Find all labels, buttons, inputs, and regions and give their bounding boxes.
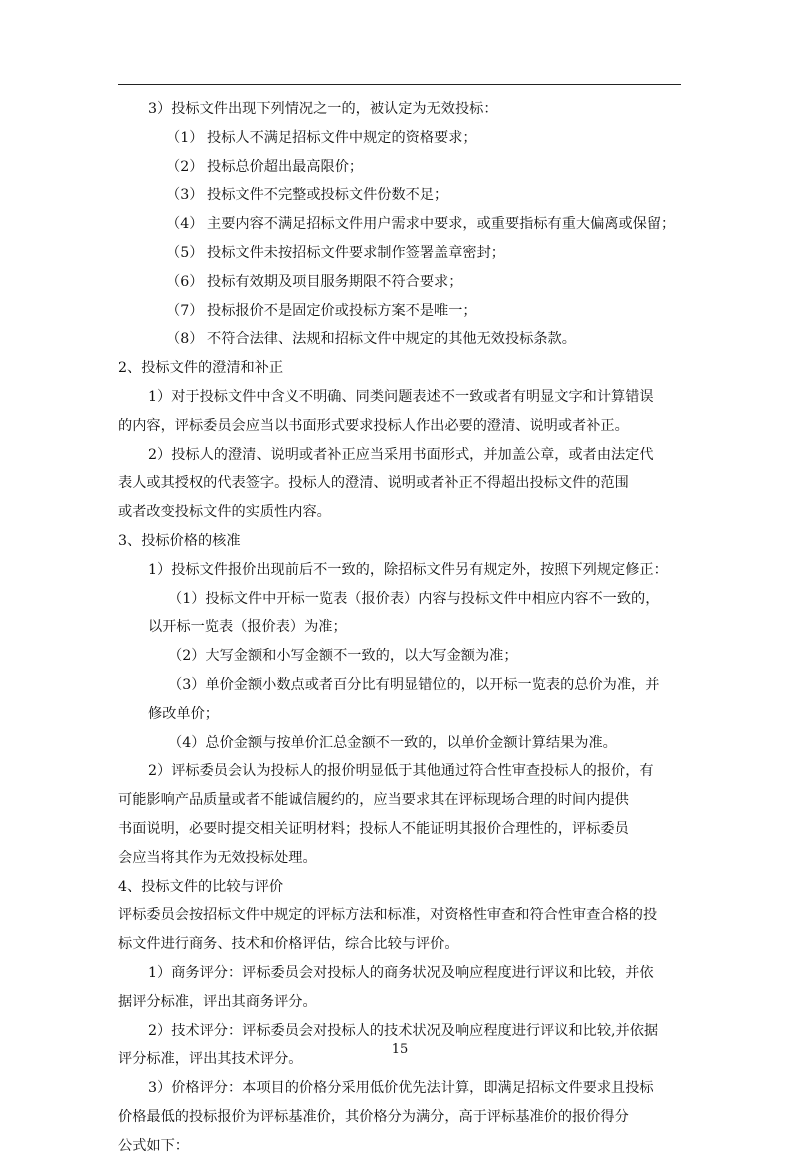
list-item: （2） 投标总价超出最高限价；	[166, 158, 364, 175]
price-para-1: 1）投标文件报价出现前后不一致的，除招标文件另有规定外，按照下列规定修正：	[148, 561, 668, 578]
header-rule	[118, 84, 681, 85]
section-heading-price-verification: 3、投标价格的核准	[118, 532, 241, 549]
price-rule-1-line-1: （1）投标文件中开标一览表（报价表）内容与投标文件中相应内容不一致的，	[168, 590, 660, 607]
list-item: （5） 投标文件未按招标文件要求制作签署盖章密封；	[166, 244, 505, 261]
list-item: （1） 投标人不满足招标文件中规定的资格要求；	[166, 129, 477, 146]
list-item: （8） 不符合法律、法规和招标文件中规定的其他无效投标条款。	[166, 331, 576, 348]
document-body	[118, 95, 681, 1160]
price-score-line-1: 3）价格评分：本项目的价格分采用低价优先法计算，即满足招标文件要求且投标	[148, 1080, 654, 1097]
clarification-para-1-line-2: 的内容，评标委员会应当以书面形式要求投标人作出必要的澄清、说明或者补正。	[118, 417, 629, 434]
list-item: （4） 主要内容不满足招标文件用户需求中要求，或重要指标有重大偏离或保留；	[166, 216, 676, 233]
comparison-intro-line-2: 标文件进行商务、技术和价格评估，综合比较与评价。	[118, 936, 459, 953]
clarification-para-1-line-1: 1）对于投标文件中含义不明确、同类问题表述不一致或者有明显文字和计算错误	[148, 388, 654, 405]
price-rule-3-line-1: （3）单价金额小数点或者百分比有明显错位的，以开标一览表的总价为准，并	[168, 676, 660, 693]
price-para-2-line-1: 2）评标委员会认为投标人的报价明显低于其他通过符合性审查投标人的报价，有	[148, 763, 654, 780]
price-rule-2: （2）大写金额和小写金额不一致的，以大写金额为准；	[168, 648, 518, 665]
section-heading-comparison: 4、投标文件的比较与评价	[118, 878, 284, 895]
business-score-line-2: 据评分标准，评出其商务评分。	[118, 993, 317, 1010]
price-score-line-2: 价格最低的投标报价为评标基准价，其价格分为满分，高于评标基准价的报价得分	[118, 1108, 629, 1125]
clarification-para-2-line-1: 2）投标人的澄清、说明或者补正应当采用书面形式，并加盖公章，或者由法定代	[148, 446, 654, 463]
list-item: （6） 投标有效期及项目服务期限不符合要求；	[166, 273, 463, 290]
page-number: 15	[391, 1042, 409, 1057]
section3-intro: 3）投标文件出现下列情况之一的，被认定为无效投标：	[148, 101, 498, 117]
price-rule-1-line-2: 以开标一览表（报价表）为准；	[148, 619, 347, 636]
price-rule-3-line-2: 修改单价；	[148, 705, 219, 722]
price-para-2-line-3: 书面说明，必要时提交相关证明材料；投标人不能证明其报价合理性的，评标委员	[118, 820, 629, 837]
business-score-line-1: 1）商务评分：评标委员会对投标人的商务状况及响应程度进行评议和比较，并依	[148, 964, 654, 981]
invalid-bid-list	[118, 124, 681, 354]
section-heading-clarification: 2、投标文件的澄清和补正	[118, 360, 284, 377]
price-score-line-3: 公式如下：	[118, 1137, 189, 1154]
clarification-para-2-line-3: 或者改变投标文件的实质性内容。	[118, 504, 331, 521]
price-para-2-line-4: 会应当将其作为无效投标处理。	[118, 849, 317, 866]
technical-score-line-2: 评分标准，评出其技术评分。	[118, 1051, 303, 1068]
list-item: （3） 投标文件不完整或投标文件份数不足；	[166, 187, 449, 204]
price-para-2-line-2: 可能影响产品质量或者不能诚信履约的，应当要求其在评标现场合理的时间内提供	[118, 792, 629, 809]
technical-score-line-1: 2）技术评分：评标委员会对投标人的技术状况及响应程度进行评议和比较,并依据	[148, 1022, 659, 1039]
list-item: （7） 投标报价不是固定价或投标方案不是唯一；	[166, 302, 477, 319]
price-rule-4: （4）总价金额与按单价汇总金额不一致的，以单价金额计算结果为准。	[168, 734, 617, 751]
comparison-intro-line-1: 评标委员会按招标文件中规定的评标方法和标准，对资格性审查和符合性审查合格的投	[118, 907, 658, 924]
clarification-para-2-line-2: 表人或其授权的代表签字。投标人的澄清、说明或者补正不得超出投标文件的范围	[118, 475, 629, 492]
